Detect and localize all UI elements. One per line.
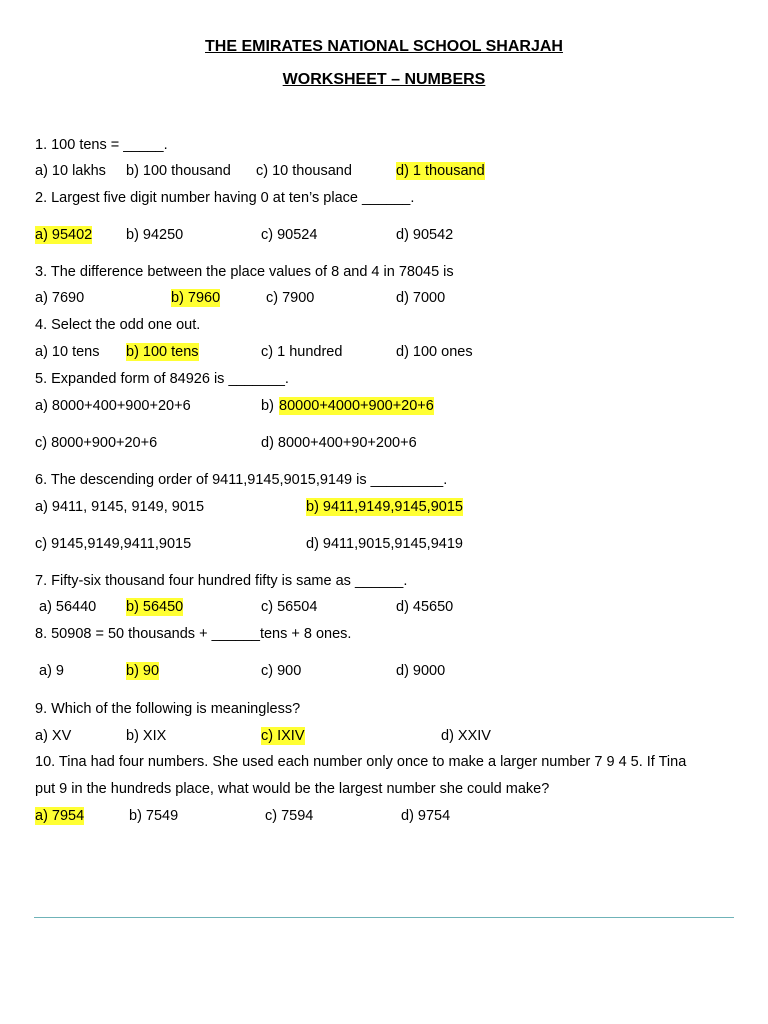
q9-option-d: d) XXIV: [441, 728, 491, 744]
q10-option-a-answer: a) 7954: [35, 808, 85, 824]
q10-option-d: d) 9754: [401, 808, 451, 824]
q2-option-b: b) 94250: [126, 227, 184, 243]
question-7: 7. Fifty-six thousand four hundred fifty is same as ______.: [35, 573, 408, 589]
q7-option-d: d) 45650: [396, 599, 454, 615]
question-9: 9. Which of the following is meaningless?: [35, 701, 301, 717]
q2-option-d: d) 90542: [396, 227, 454, 243]
q3-option-a: a) 7690: [35, 290, 85, 306]
q7-option-c: c) 56504: [261, 599, 318, 615]
question-10-line-2: put 9 in the hundreds place, what would be the largest number she could make?: [35, 781, 550, 797]
q5-option-d: d) 8000+400+90+200+6: [261, 435, 417, 451]
q6-option-a: a) 9411, 9145, 9149, 9015: [35, 499, 205, 515]
q6-option-c: c) 9145,9149,9411,9015: [35, 536, 192, 552]
q8-option-d: d) 9000: [396, 663, 446, 679]
worksheet-title: WORKSHEET – NUMBERS: [282, 71, 486, 88]
q9-option-c-answer: c) IXIV: [261, 728, 305, 744]
q4-option-c: c) 1 hundred: [261, 344, 343, 360]
school-title: THE EMIRATES NATIONAL SCHOOL SHARJAH: [205, 38, 563, 55]
q3-option-b-answer: b) 7960: [171, 290, 221, 306]
question-3: 3. The difference between the place values of 8 and 4 in 78045 is: [35, 264, 454, 280]
q7-option-b-answer: b) 56450: [126, 599, 184, 615]
q3-option-d: d) 7000: [396, 290, 446, 306]
q9-option-a: a) XV: [35, 728, 72, 744]
q1-option-c: c) 10 thousand: [256, 163, 352, 179]
q4-option-b-answer: b) 100 tens: [126, 344, 199, 360]
q3-option-c: c) 7900: [266, 290, 315, 306]
q5-option-a: a) 8000+400+900+20+6: [35, 398, 191, 414]
q8-option-a: a) 9: [39, 663, 64, 679]
q1-option-a: a) 10 lakhs: [35, 163, 106, 179]
footer-divider: [34, 917, 734, 918]
q6-option-b-answer: b) 9411,9149,9145,9015: [306, 499, 463, 515]
q5-option-c: c) 8000+900+20+6: [35, 435, 158, 451]
question-4: 4. Select the odd one out.: [35, 317, 201, 333]
q4-option-a: a) 10 tens: [35, 344, 100, 360]
q9-option-b: b) XIX: [126, 728, 167, 744]
q1-option-b: b) 100 thousand: [126, 163, 231, 179]
q10-option-b: b) 7549: [129, 808, 179, 824]
q2-option-c: c) 90524: [261, 227, 318, 243]
q5-option-b-prefix: b): [261, 398, 274, 414]
q7-option-a: a) 56440: [39, 599, 97, 615]
question-6: 6. The descending order of 9411,9145,9015,9149 is _________.: [35, 472, 448, 488]
q8-option-b-answer: b) 90: [126, 663, 160, 679]
q5-option-b-answer: 80000+4000+900+20+6: [279, 398, 434, 414]
question-1: 1. 100 tens = _____.: [35, 137, 168, 153]
question-10-line-1: 10. Tina had four numbers. She used each number only once to make a larger number 7 9 4 5. If Tina: [35, 754, 687, 770]
question-2: 2. Largest five digit number having 0 at ten’s place ______.: [35, 190, 415, 206]
q8-option-c: c) 900: [261, 663, 302, 679]
q4-option-d: d) 100 ones: [396, 344, 473, 360]
q2-option-a-answer: a) 95402: [35, 227, 93, 243]
question-5: 5. Expanded form of 84926 is _______.: [35, 371, 289, 387]
q10-option-c: c) 7594: [265, 808, 314, 824]
q6-option-d: d) 9411,9015,9145,9419: [306, 536, 463, 552]
q1-option-d-answer: d) 1 thousand: [396, 163, 485, 179]
question-8: 8. 50908 = 50 thousands + ______tens + 8 ones.: [35, 626, 352, 642]
